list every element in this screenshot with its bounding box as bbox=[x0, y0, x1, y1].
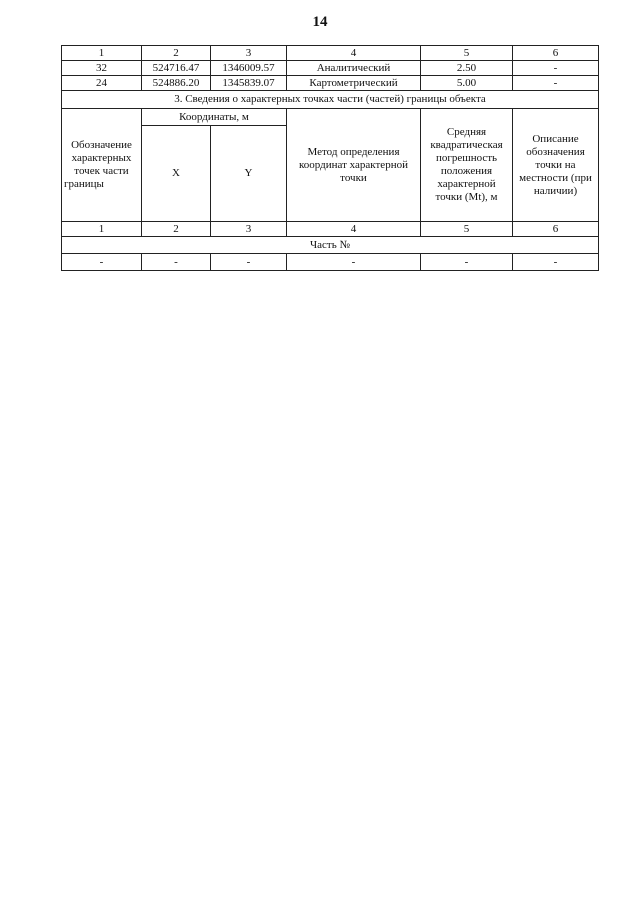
method-cell: Картометрический bbox=[287, 76, 421, 91]
table-row bbox=[62, 254, 599, 271]
column-number: 6 bbox=[513, 46, 599, 61]
x-header: X bbox=[142, 126, 211, 222]
point-id-cell: 32 bbox=[62, 61, 142, 76]
empty-cell: - bbox=[211, 254, 287, 271]
y-coordinate-cell: 1346009.57 bbox=[211, 61, 287, 76]
error-cell: 2.50 bbox=[421, 61, 513, 76]
points-table bbox=[61, 45, 599, 271]
column-number: 6 bbox=[513, 222, 599, 237]
description-header: Описание обозначения точки на местности (при наличии) bbox=[513, 109, 599, 222]
column-number: 3 bbox=[211, 46, 287, 61]
page-number: 14 bbox=[312, 14, 328, 30]
section-title-row bbox=[62, 91, 599, 109]
column-number: 5 bbox=[421, 222, 513, 237]
table-row bbox=[62, 76, 599, 91]
error-header: Средняя квадратическая погрешность положения характерной точки (Mt), м bbox=[421, 109, 513, 222]
section-3-title: 3. Сведения о характерных точках части (частей) границы объекта bbox=[62, 91, 599, 109]
coordinates-header: Координаты, м bbox=[142, 109, 287, 126]
empty-cell: - bbox=[287, 254, 421, 271]
column-number: 1 bbox=[62, 222, 142, 237]
column-number: 4 bbox=[287, 222, 421, 237]
y-header: Y bbox=[211, 126, 287, 222]
x-coordinate-cell: 524886.20 bbox=[142, 76, 211, 91]
method-cell: Аналитический bbox=[287, 61, 421, 76]
table-header-row bbox=[62, 46, 599, 61]
column-number: 2 bbox=[142, 222, 211, 237]
part-label-row bbox=[62, 237, 599, 254]
point-id-cell: 24 bbox=[62, 76, 142, 91]
column-number: 1 bbox=[62, 46, 142, 61]
empty-cell: - bbox=[421, 254, 513, 271]
empty-cell: - bbox=[62, 254, 142, 271]
empty-cell: - bbox=[142, 254, 211, 271]
column-number: 2 bbox=[142, 46, 211, 61]
y-coordinate-cell: 1345839.07 bbox=[211, 76, 287, 91]
description-cell: - bbox=[513, 76, 599, 91]
table-row bbox=[62, 61, 599, 76]
method-header: Метод определения координат характерной точки bbox=[287, 109, 421, 222]
part-label: Часть № bbox=[62, 237, 599, 254]
column-number: 5 bbox=[421, 46, 513, 61]
description-cell: - bbox=[513, 61, 599, 76]
section-header-row bbox=[62, 109, 599, 126]
point-designation-header: Обозначение характерных точек части границы bbox=[62, 109, 142, 222]
x-coordinate-cell: 524716.47 bbox=[142, 61, 211, 76]
error-cell: 5.00 bbox=[421, 76, 513, 91]
section-number-row bbox=[62, 222, 599, 237]
empty-cell: - bbox=[513, 254, 599, 271]
column-number: 3 bbox=[211, 222, 287, 237]
column-number: 4 bbox=[287, 46, 421, 61]
